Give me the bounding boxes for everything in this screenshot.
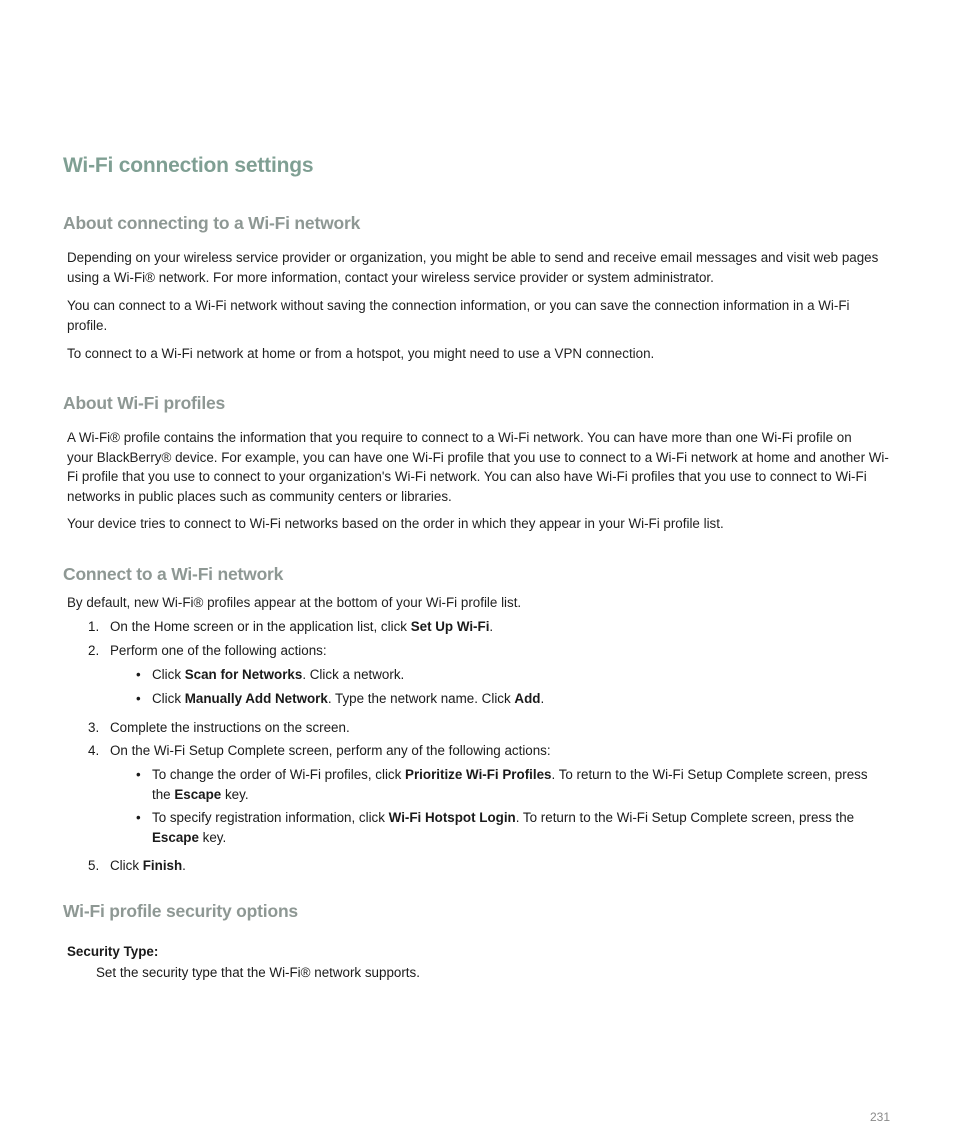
text-line: your BlackBerry® device. For example, you can have one Wi-Fi profile that you use to connect to a Wi-Fi network at home and another Wi- [67, 449, 889, 465]
bullet-icon: • [136, 667, 141, 682]
text: Click [110, 858, 143, 873]
paragraph: Your device tries to connect to Wi-Fi networks based on the order in which they appear in your Wi-Fi profile list. [67, 516, 724, 531]
text: key. [198, 829, 227, 845]
ui-term: Prioritize Wi-Fi Profiles [405, 767, 552, 782]
page-title: Wi-Fi connection settings [63, 154, 314, 177]
bullet-item [152, 665, 887, 685]
step-number: 1. [88, 619, 100, 634]
text-line [152, 765, 887, 785]
text: Click [152, 667, 185, 682]
ui-term: Set Up Wi-Fi [410, 619, 490, 634]
step-1 [110, 617, 890, 637]
page-number: 231 [869, 1110, 890, 1124]
text-line: A Wi-Fi® profile contains the information that you require to connect to a Wi-Fi network. You can have more than one Wi-Fi profile on [67, 430, 852, 445]
paragraph [67, 248, 897, 287]
text-line: profile. [67, 317, 108, 333]
ui-term: Finish [142, 858, 183, 873]
step-number: 2. [88, 643, 100, 658]
text: . [489, 619, 494, 634]
bullet-icon: • [136, 691, 141, 706]
text: the [152, 786, 175, 802]
text-line [152, 808, 887, 828]
paragraph [67, 296, 897, 335]
ui-term: Add [514, 691, 541, 706]
bullet-item [152, 765, 887, 804]
ui-term: Scan for Networks [184, 667, 303, 682]
bullet-item [152, 808, 887, 847]
text: . [540, 691, 545, 706]
paragraph-intro: By default, new Wi-Fi® profiles appear at the bottom of your Wi-Fi profile list. [67, 595, 522, 610]
step-2: Perform one of the following actions: [110, 643, 327, 658]
text: . To return to the Wi-Fi Setup Complete screen, press [551, 767, 868, 782]
section-heading-about-connecting: About connecting to a Wi-Fi network [63, 213, 361, 233]
section-heading-connect: Connect to a Wi-Fi network [63, 564, 284, 584]
text-line [152, 785, 887, 805]
paragraph [67, 428, 897, 506]
step-number: 5. [88, 858, 100, 873]
text: . To return to the Wi-Fi Setup Complete screen, press the [515, 810, 855, 825]
ui-term: Manually Add Network [184, 691, 328, 706]
text-line: networks in public places such as community centers or libraries. [67, 488, 452, 504]
text: . [182, 858, 186, 873]
text: . Type the network name. Click [327, 691, 515, 706]
step-4: On the Wi-Fi Setup Complete screen, perform any of the following actions: [110, 743, 551, 758]
definition-term: Security Type: [67, 944, 159, 959]
text-line: Fi profile that you use to connect to your organization's Wi-Fi network. You can also have Wi-Fi profiles that you use to connect to Wi-Fi [67, 469, 867, 484]
bullet-icon: • [136, 810, 141, 825]
step-3: Complete the instructions on the screen. [110, 720, 350, 735]
ui-term: Escape [152, 829, 199, 845]
step-number: 4. [88, 743, 100, 758]
text: To change the order of Wi-Fi profiles, click [152, 767, 406, 782]
section-heading-security: Wi-Fi profile security options [63, 901, 298, 921]
text: Click [152, 691, 185, 706]
ui-term: Escape [174, 786, 222, 802]
bullet-item [152, 689, 887, 709]
definition-description: Set the security type that the Wi-Fi® network supports. [96, 965, 420, 980]
section-heading-about-profiles: About Wi-Fi profiles [63, 393, 226, 413]
paragraph: To connect to a Wi-Fi network at home or from a hotspot, you might need to use a VPN connection. [67, 346, 655, 361]
step-5 [110, 856, 890, 876]
text-line: Depending on your wireless service provider or organization, you might be able to send and receive email messages and visit web pages [67, 250, 879, 265]
text: key. [221, 786, 249, 802]
text-line: You can connect to a Wi-Fi network without saving the connection information, or you can save the connection information in a Wi-Fi [67, 298, 850, 313]
text: On the Home screen or in the application list, click [110, 619, 411, 634]
text-line [152, 828, 887, 848]
ui-term: Wi-Fi Hotspot Login [388, 810, 516, 825]
step-number: 3. [88, 720, 100, 735]
text: . Click a network. [302, 667, 405, 682]
text-line: using a Wi-Fi® network. For more information, contact your wireless service provider or system administrator. [67, 269, 714, 285]
text: To specify registration information, click [152, 810, 389, 825]
bullet-icon: • [136, 767, 141, 782]
